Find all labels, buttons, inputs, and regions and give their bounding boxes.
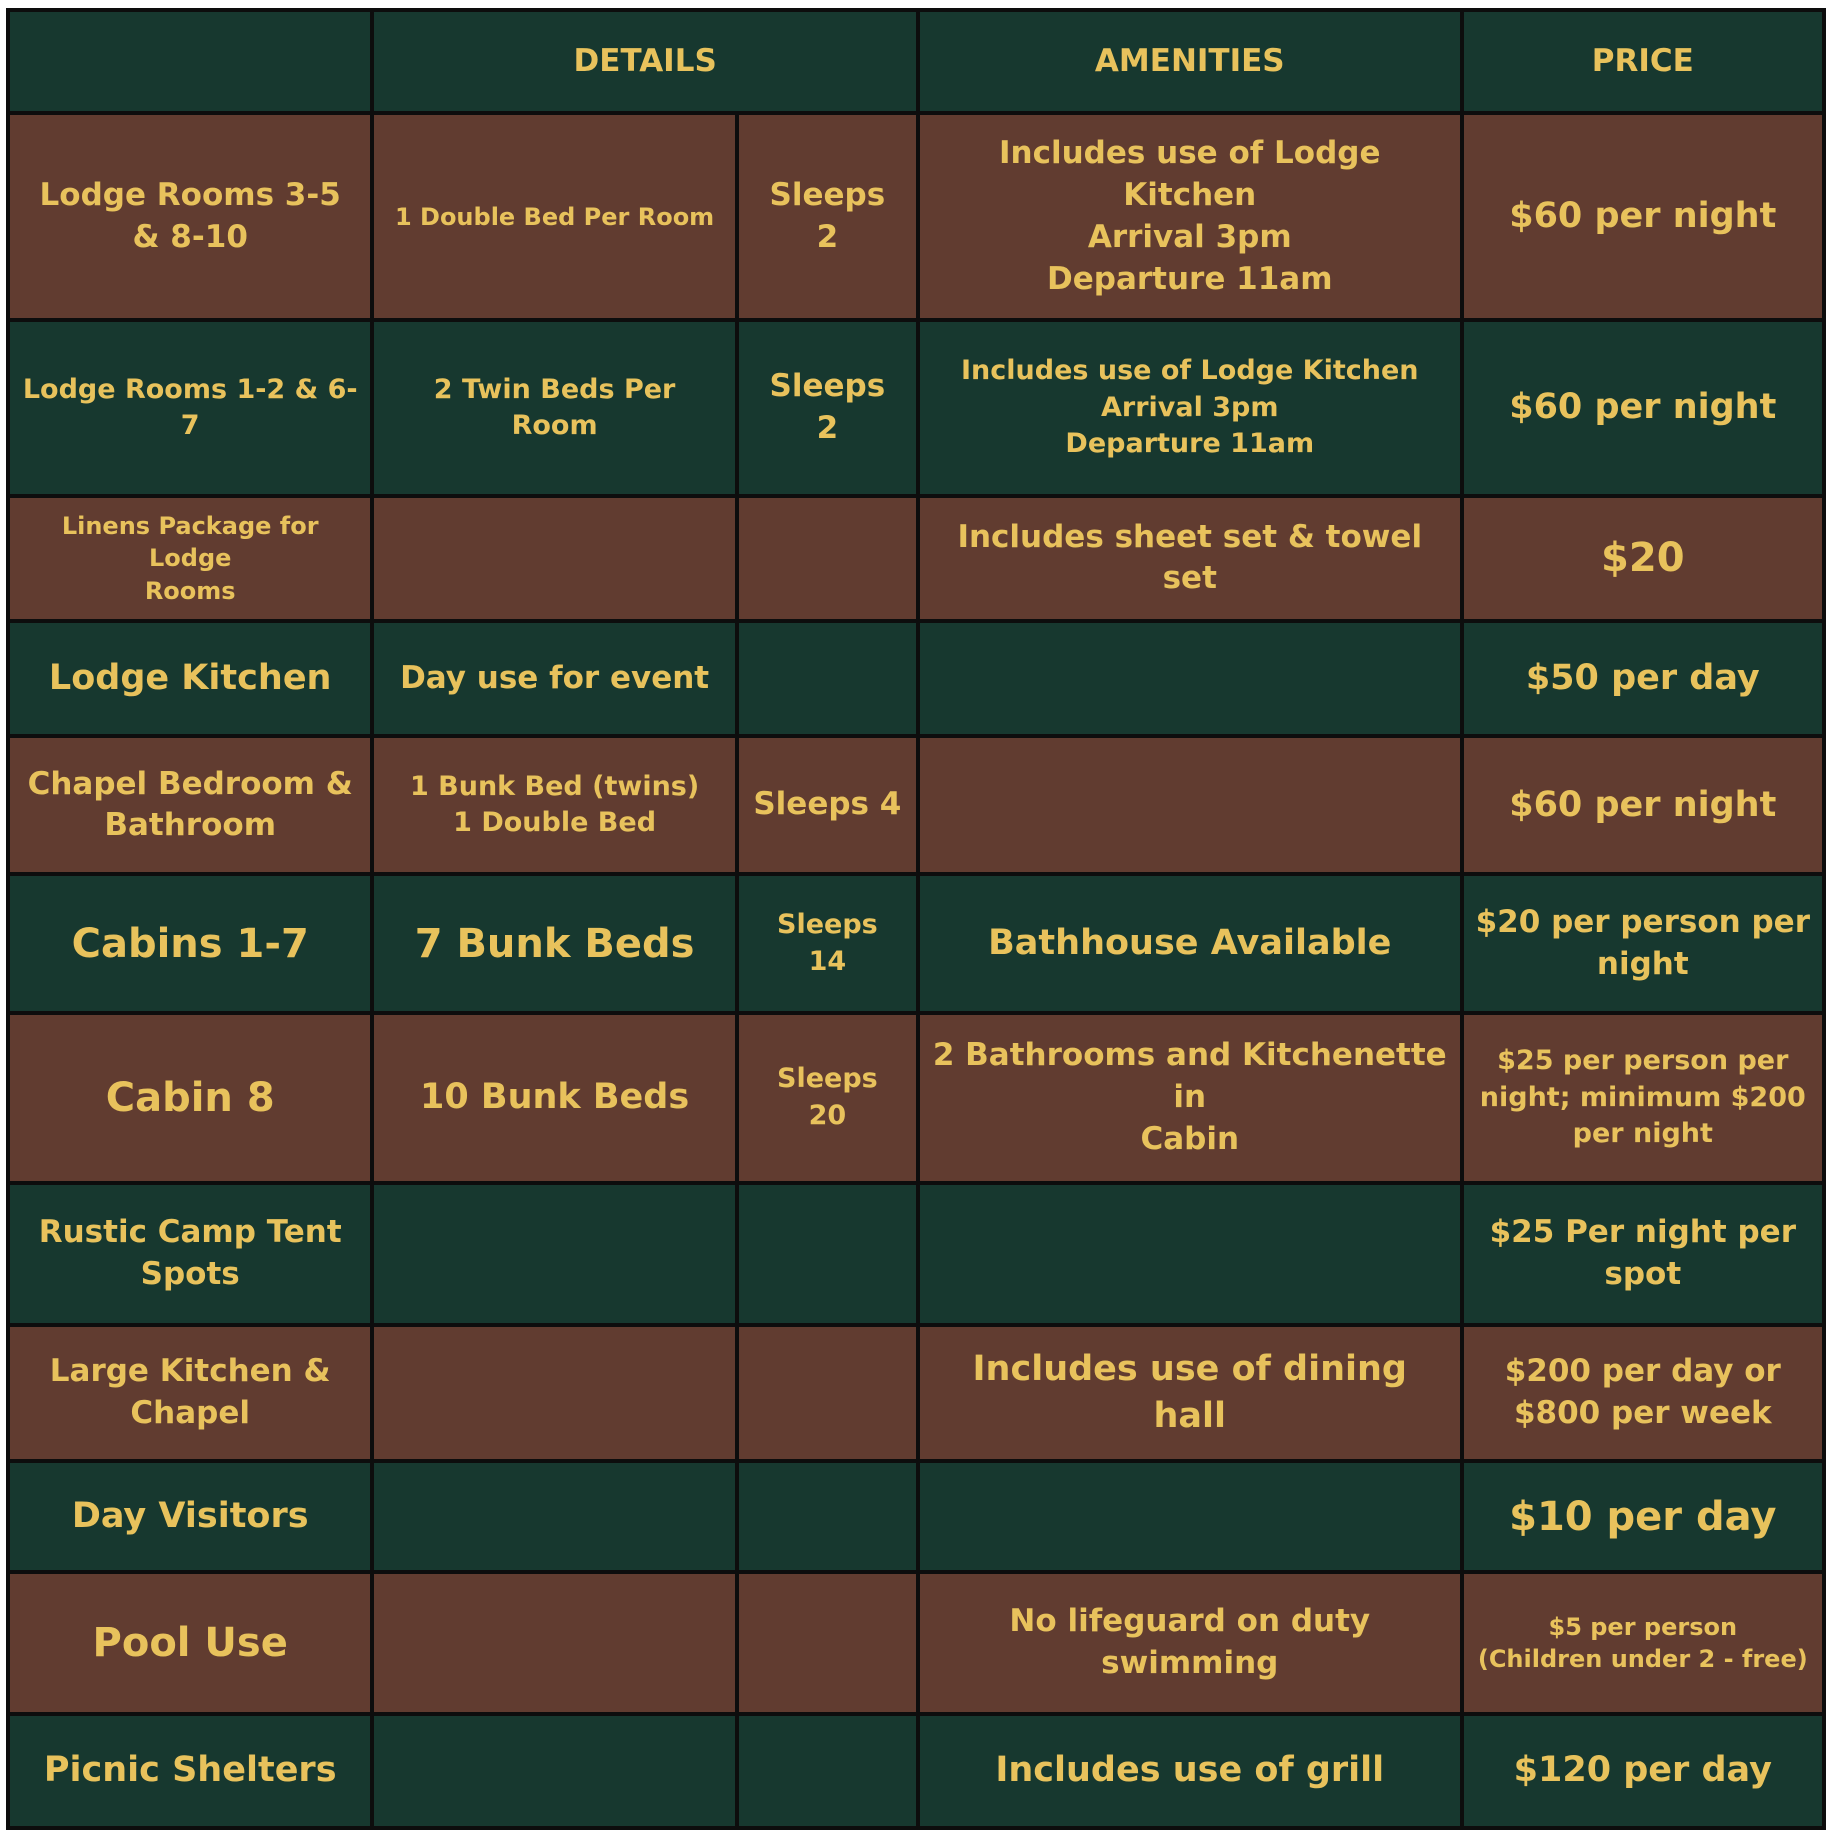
row-amenities: Includes use of dining hall <box>920 1327 1460 1459</box>
row-price: $200 per day or $800 per week <box>1464 1327 1822 1459</box>
row-name: Large Kitchen & Chapel <box>10 1327 370 1459</box>
row-details: 1 Double Bed Per Room <box>374 115 734 318</box>
header-corner-cell <box>10 12 370 111</box>
row-sleeps: Sleeps 20 <box>739 1015 916 1182</box>
row-sleeps <box>739 623 916 734</box>
row-amenities <box>920 1463 1460 1571</box>
row-name: Cabins 1-7 <box>10 876 370 1010</box>
row-details: 7 Bunk Beds <box>374 876 734 1010</box>
table-row <box>10 115 1822 318</box>
row-details <box>374 1327 734 1459</box>
row-name: Lodge Rooms 3-5 & 8-10 <box>10 115 370 318</box>
row-details: 1 Bunk Bed (twins) 1 Double Bed <box>374 738 734 872</box>
row-details <box>374 1185 734 1323</box>
table-row <box>10 1185 1822 1323</box>
table-row <box>10 1463 1822 1571</box>
row-sleeps <box>739 1574 916 1712</box>
row-sleeps <box>739 1463 916 1571</box>
pricing-table <box>6 8 1826 1830</box>
row-sleeps: Sleeps 4 <box>739 738 916 872</box>
row-name: Chapel Bedroom & Bathroom <box>10 738 370 872</box>
row-price: $10 per day <box>1464 1463 1822 1571</box>
row-sleeps <box>739 1327 916 1459</box>
row-details <box>374 1716 734 1826</box>
header-details: DETAILS <box>374 12 916 111</box>
row-price: $20 <box>1464 498 1822 620</box>
row-amenities: Includes sheet set & towel set <box>920 498 1460 620</box>
row-name: Day Visitors <box>10 1463 370 1571</box>
row-amenities <box>920 1185 1460 1323</box>
row-price: $120 per day <box>1464 1716 1822 1826</box>
row-price: $60 per night <box>1464 322 1822 493</box>
row-amenities: Bathhouse Available <box>920 876 1460 1010</box>
row-price: $60 per night <box>1464 738 1822 872</box>
row-details <box>374 1463 734 1571</box>
row-price: $25 per person per night; minimum $200 per night <box>1464 1015 1822 1182</box>
row-amenities <box>920 623 1460 734</box>
header-amenities: AMENITIES <box>920 12 1460 111</box>
row-name: Linens Package for Lodge Rooms <box>10 498 370 620</box>
row-sleeps <box>739 1185 916 1323</box>
row-amenities: Includes use of Lodge Kitchen Arrival 3pm Departure 11am <box>920 115 1460 318</box>
row-name: Cabin 8 <box>10 1015 370 1182</box>
pricing-table-container <box>6 8 1826 1830</box>
row-name: Picnic Shelters <box>10 1716 370 1826</box>
table-row <box>10 498 1822 620</box>
row-details <box>374 1574 734 1712</box>
row-amenities: Includes use of Lodge Kitchen Arrival 3pm Departure 11am <box>920 322 1460 493</box>
row-sleeps: Sleeps 2 <box>739 115 916 318</box>
row-name: Rustic Camp Tent Spots <box>10 1185 370 1323</box>
row-sleeps: Sleeps 14 <box>739 876 916 1010</box>
row-details: 10 Bunk Beds <box>374 1015 734 1182</box>
table-row <box>10 1716 1822 1826</box>
row-price: $25 Per night per spot <box>1464 1185 1822 1323</box>
row-amenities <box>920 738 1460 872</box>
header-price: PRICE <box>1464 12 1822 111</box>
row-sleeps <box>739 1716 916 1826</box>
table-row <box>10 876 1822 1010</box>
row-amenities: 2 Bathrooms and Kitchenette in Cabin <box>920 1015 1460 1182</box>
row-name: Pool Use <box>10 1574 370 1712</box>
table-row <box>10 1327 1822 1459</box>
row-price: $60 per night <box>1464 115 1822 318</box>
row-name: Lodge Kitchen <box>10 623 370 734</box>
header-row <box>10 12 1822 111</box>
row-amenities: No lifeguard on duty swimming <box>920 1574 1460 1712</box>
row-details: Day use for event <box>374 623 734 734</box>
table-row <box>10 738 1822 872</box>
table-row <box>10 1574 1822 1712</box>
row-sleeps <box>739 498 916 620</box>
row-details <box>374 498 734 620</box>
row-price: $50 per day <box>1464 623 1822 734</box>
row-name: Lodge Rooms 1-2 & 6-7 <box>10 322 370 493</box>
table-row <box>10 322 1822 493</box>
row-price: $20 per person per night <box>1464 876 1822 1010</box>
row-amenities: Includes use of grill <box>920 1716 1460 1826</box>
table-row <box>10 623 1822 734</box>
table-row <box>10 1015 1822 1182</box>
row-price: $5 per person (Children under 2 - free) <box>1464 1574 1822 1712</box>
row-sleeps: Sleeps 2 <box>739 322 916 493</box>
row-details: 2 Twin Beds Per Room <box>374 322 734 493</box>
